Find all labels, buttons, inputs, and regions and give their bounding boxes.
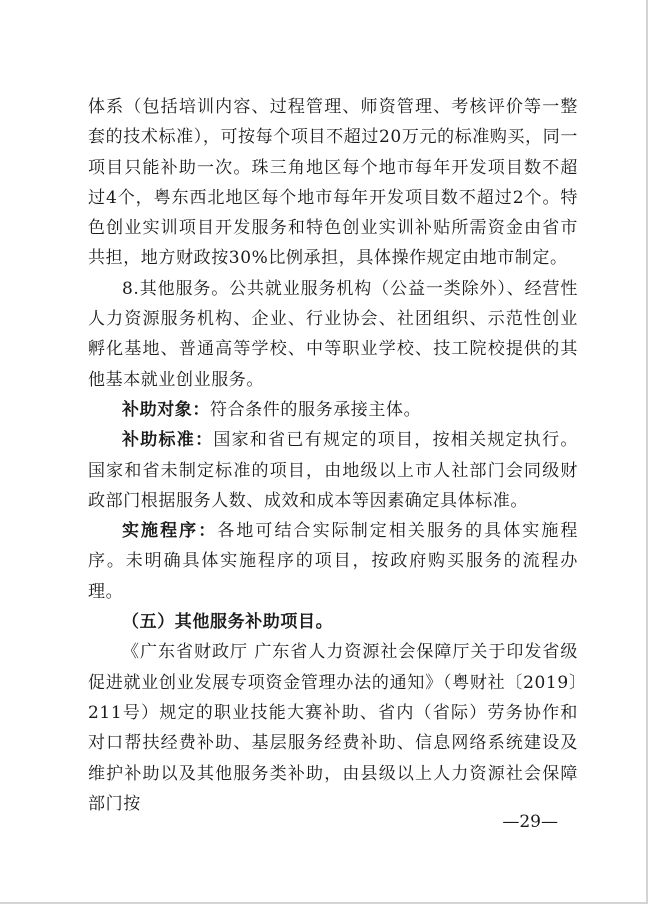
page-number: —29— bbox=[502, 812, 558, 832]
paragraph-other-services: 8.其他服务。公共就业服务机构（公益一类除外）、经营性人力资源服务机构、企业、行业协会、社团组织、示范性创业孵化基地、普通高等学校、中等职业学校、技工院校提供的其他基本就业创业服务。 bbox=[88, 278, 578, 390]
subsidy-target-label: 补助对象： bbox=[122, 399, 210, 420]
subsidy-target-text: 符合条件的服务承接主体。 bbox=[210, 399, 422, 420]
document-body bbox=[88, 92, 578, 819]
paragraph-implementation bbox=[88, 516, 578, 607]
section-heading-other-subsidies: （五）其他服务补助项目。 bbox=[122, 612, 334, 633]
paragraph-subsidy-target bbox=[88, 395, 578, 425]
subsidy-standard-text: 国家和省已有规定的项目，按相关规定执行。国家和省未制定标准的项目，由地级以上市人社部门会同级财政部门根据服务人数、成效和成本等因素确定具体标准。 bbox=[88, 430, 579, 511]
paragraph-notice-reference: 《广东省财政厅 广东省人力资源社会保障厅关于印发省级促进就业创业发展专项资金管理办法的通知》（粤财社〔2019〕211号）规定的职业技能大赛补助、省内（省际）劳务协作和对口帮扶经费补助、基层服务经费补助、信息网络系统建设及维护补助以及其他服务类补助，由县级以上人力资源社会保障部门按 bbox=[88, 642, 578, 814]
paragraph-subsidy-standard bbox=[88, 425, 578, 516]
subsidy-standard-label: 补助标准： bbox=[122, 430, 214, 451]
paragraph-training-standards: 体系（包括培训内容、过程管理、师资管理、考核评价等一整套的技术标准），可按每个项目不超过20万元的标准购买，同一项目只能补助一次。珠三角地区每个地市每年开发项目数不超过4个，粤东西北地区每个地市每年开发项目数不超过2个。特色创业实训项目开发服务和特色创业实训补贴所需资金由省市共担，地方财政按30%比例承担，具体操作规定由地市制定。 bbox=[88, 97, 578, 269]
implementation-label: 实施程序： bbox=[122, 521, 218, 542]
implementation-text: 各地可结合实际制定相关服务的具体实施程序。未明确具体实施程序的项目，按政府购买服务的流程办理。 bbox=[88, 521, 579, 602]
